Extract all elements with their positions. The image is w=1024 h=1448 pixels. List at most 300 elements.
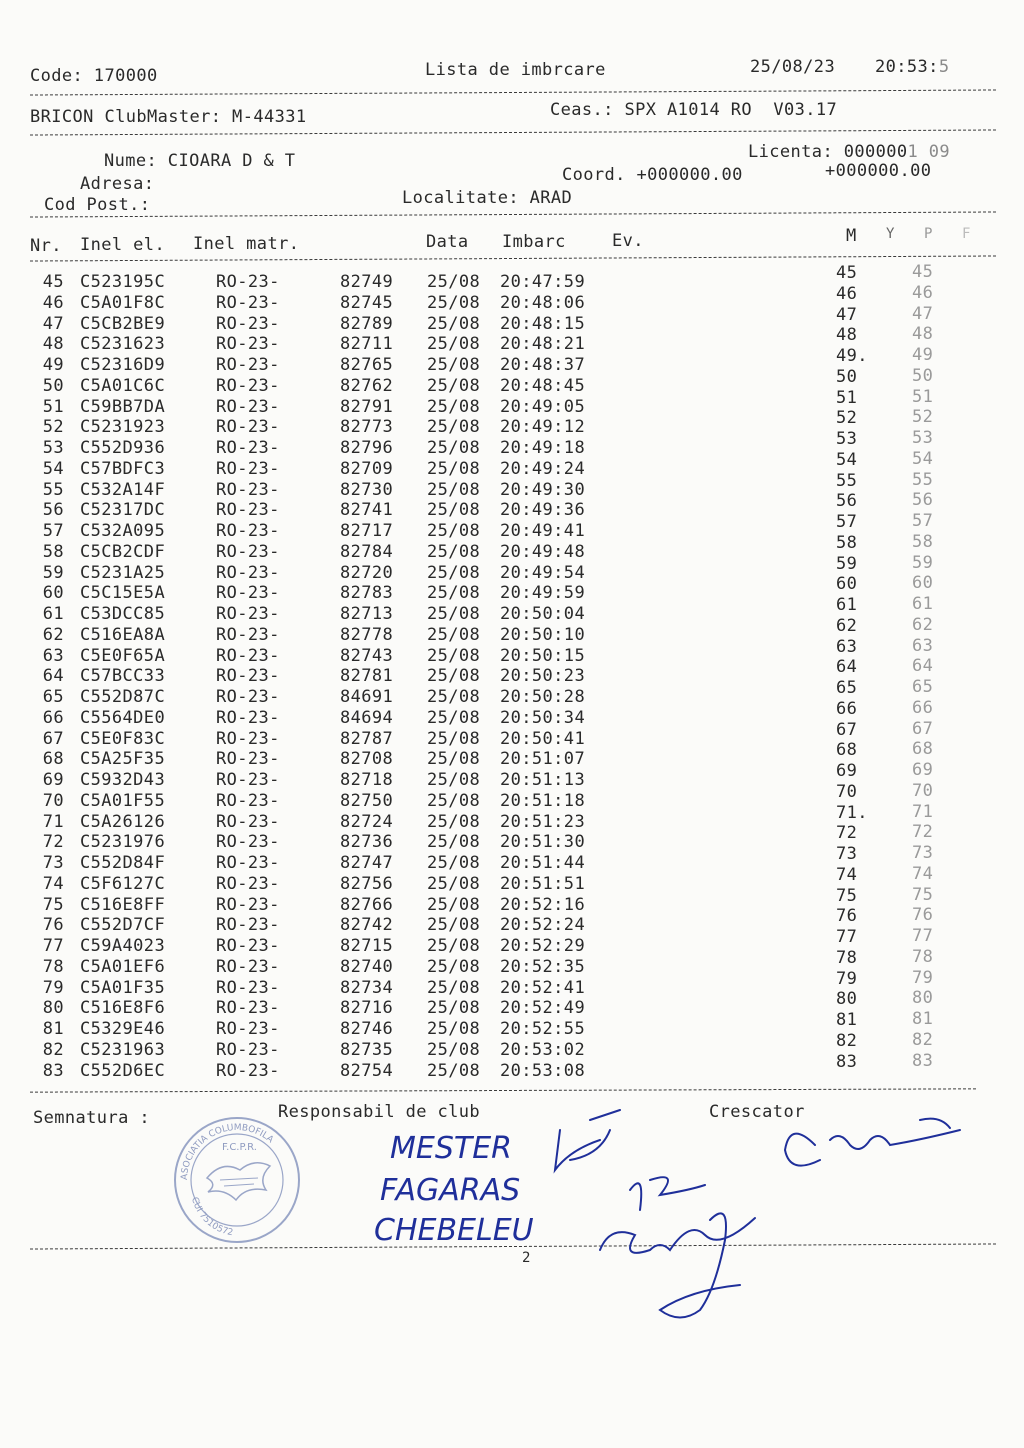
row-number: 62 <box>42 624 64 645</box>
row-number: 70 <box>42 790 64 811</box>
m-value: 72 <box>836 823 858 844</box>
stamp-text-top: ASOCIATIA COLUMBOFILA <box>179 1122 276 1181</box>
ring-prefix: RO-23- <box>216 915 280 936</box>
table-row <box>0 1050 1024 1082</box>
ring-prefix: RO-23- <box>216 624 280 645</box>
boarding-time: 20:53:02 <box>500 1039 586 1060</box>
breeder-label: Crescator <box>709 1102 805 1122</box>
coordinates: Coord. +000000.00 <box>562 165 743 185</box>
electronic-ring: C552D7CF <box>80 915 166 936</box>
p-value: 50 <box>912 365 934 386</box>
m-value: 65 <box>836 678 858 698</box>
electronic-ring: C53DCC85 <box>80 604 166 624</box>
p-value: 69 <box>912 760 934 780</box>
boarding-time: 20:52:24 <box>500 915 586 936</box>
club-responsible-label: Responsabil de club <box>278 1102 481 1122</box>
p-value: 65 <box>912 677 934 697</box>
page-number: 2 <box>522 1250 531 1266</box>
ring-number: 82783 <box>340 583 394 604</box>
boarding-time: 20:50:34 <box>500 707 586 728</box>
p-value: 83 <box>912 1050 934 1071</box>
boarding-date: 25/08 <box>427 541 481 562</box>
p-value: 66 <box>912 697 934 718</box>
ring-number: 82711 <box>340 334 394 355</box>
row-number: 68 <box>42 749 64 770</box>
m-value: 76 <box>836 906 858 927</box>
ring-prefix: RO-23- <box>216 521 280 541</box>
boarding-date: 25/08 <box>427 313 481 334</box>
row-number: 58 <box>42 541 64 562</box>
electronic-ring: C5A25F35 <box>80 749 166 770</box>
row-number: 54 <box>42 458 64 479</box>
ring-number: 82766 <box>340 894 394 915</box>
ring-number: 82773 <box>340 417 394 438</box>
m-value: 61 <box>836 595 858 615</box>
ring-number: 82778 <box>340 624 394 645</box>
ring-number: 82747 <box>340 853 394 873</box>
p-value: 62 <box>912 614 934 635</box>
m-value: 46 <box>836 283 858 304</box>
m-value: 83 <box>836 1051 858 1072</box>
m-value: 50 <box>836 366 858 387</box>
handwritten-signatures <box>360 1100 980 1340</box>
boarding-date: 25/08 <box>427 936 481 956</box>
m-value: 49. <box>836 346 868 366</box>
boarding-date: 25/08 <box>427 396 481 417</box>
col-inel-matr: Inel matr. <box>193 234 300 254</box>
boarding-date: 25/08 <box>427 334 481 355</box>
row-number: 79 <box>42 977 64 998</box>
row-number: 71 <box>42 811 64 832</box>
p-value: 48 <box>912 324 934 345</box>
ring-prefix: RO-23- <box>216 541 280 562</box>
electronic-ring: C5CB2BE9 <box>80 313 166 334</box>
m-value: 59 <box>836 553 858 574</box>
electronic-ring: C552D936 <box>80 438 166 458</box>
boarding-date: 25/08 <box>427 272 481 292</box>
boarding-date: 25/08 <box>427 292 481 313</box>
boarding-date: 25/08 <box>427 853 481 873</box>
row-number: 45 <box>42 272 64 292</box>
ring-prefix: RO-23- <box>216 998 280 1019</box>
boarding-time: 20:47:59 <box>500 272 586 292</box>
boarding-time: 20:49:36 <box>500 500 586 521</box>
m-value: 77 <box>836 927 858 947</box>
ring-prefix: RO-23- <box>216 479 280 500</box>
boarding-time: 20:53:08 <box>500 1060 586 1081</box>
col-f: F <box>962 226 971 242</box>
ring-prefix: RO-23- <box>216 707 280 728</box>
p-value: 49 <box>912 345 934 365</box>
ring-number: 82709 <box>340 458 394 479</box>
electronic-ring: C5231923 <box>80 417 166 438</box>
ring-number: 82791 <box>340 396 394 417</box>
m-value: 80 <box>836 989 858 1010</box>
p-value: 75 <box>912 884 934 905</box>
postal-code-label: Cod Post.: <box>44 195 151 215</box>
table-row <box>0 490 1024 521</box>
table-row <box>0 469 1024 501</box>
boarding-date: 25/08 <box>427 998 481 1019</box>
boarding-time: 20:49:59 <box>500 583 586 604</box>
ring-prefix: RO-23- <box>216 396 280 417</box>
boarding-time: 20:51:44 <box>500 853 586 873</box>
row-number: 83 <box>42 1060 64 1081</box>
ring-prefix: RO-23- <box>216 894 280 915</box>
row-number: 50 <box>42 375 64 396</box>
ring-prefix: RO-23- <box>216 500 280 521</box>
boarding-date: 25/08 <box>427 749 481 770</box>
ring-number: 82718 <box>340 770 394 790</box>
boarding-date: 25/08 <box>427 1019 481 1039</box>
row-number: 53 <box>42 438 64 458</box>
col-y: Y <box>886 226 895 242</box>
ring-number: 82796 <box>340 438 394 458</box>
boarding-date: 25/08 <box>427 977 481 998</box>
boarding-date: 25/08 <box>427 355 481 375</box>
ring-prefix: RO-23- <box>216 873 280 894</box>
electronic-ring: C5A01F55 <box>80 790 166 811</box>
ring-number: 82715 <box>340 936 394 956</box>
m-value: 58 <box>836 532 858 553</box>
ring-prefix: RO-23- <box>216 687 280 707</box>
table-row <box>0 511 1024 542</box>
table-row <box>0 324 1024 355</box>
row-number: 65 <box>42 687 64 707</box>
table-row <box>0 262 1024 293</box>
electronic-ring: C5E0F65A <box>80 645 166 666</box>
m-value: 45 <box>836 263 858 283</box>
ring-prefix: RO-23- <box>216 749 280 770</box>
boarding-time: 20:51:23 <box>500 811 586 832</box>
p-value: 56 <box>912 490 934 511</box>
electronic-ring: C5A26126 <box>80 811 166 832</box>
ring-prefix: RO-23- <box>216 645 280 666</box>
row-number: 51 <box>42 396 64 417</box>
ring-prefix: RO-23- <box>216 1019 280 1039</box>
row-number: 63 <box>42 645 64 666</box>
row-number: 76 <box>42 915 64 936</box>
row-number: 69 <box>42 770 64 790</box>
p-value: 78 <box>912 946 934 967</box>
owner-name: Nume: CIOARA D & T <box>104 151 296 171</box>
row-number: 80 <box>42 998 64 1019</box>
stamp-text-bottom: CUI 7510572 <box>189 1196 234 1239</box>
electronic-ring: C52317DC <box>80 500 166 521</box>
ring-number: 82746 <box>340 1019 394 1039</box>
boarding-time: 20:51:07 <box>500 749 586 770</box>
p-value: 47 <box>912 303 934 324</box>
p-value: 82 <box>912 1029 934 1050</box>
row-number: 56 <box>42 500 64 521</box>
ring-prefix: RO-23- <box>216 562 280 583</box>
stamp-text-mid: F.C.P.R. <box>222 1142 257 1153</box>
ring-prefix: RO-23- <box>216 770 280 790</box>
p-value: 77 <box>912 926 934 946</box>
m-value: 60 <box>836 574 858 595</box>
ring-number: 82708 <box>340 749 394 770</box>
m-value: 66 <box>836 698 858 719</box>
m-value: 70 <box>836 781 858 802</box>
ring-number: 82781 <box>340 666 394 687</box>
table-row <box>0 739 1024 770</box>
m-value: 73 <box>836 844 858 864</box>
p-value: 57 <box>912 511 934 531</box>
ring-number: 82762 <box>340 375 394 396</box>
boarding-date: 25/08 <box>427 687 481 707</box>
boarding-time: 20:50:23 <box>500 666 586 687</box>
p-value: 70 <box>912 780 934 801</box>
ring-prefix: RO-23- <box>216 853 280 873</box>
m-value: 79 <box>836 968 858 989</box>
row-number: 73 <box>42 853 64 873</box>
p-value: 64 <box>912 656 934 677</box>
p-value: 59 <box>912 552 934 573</box>
electronic-ring: C5A01F35 <box>80 977 166 998</box>
ring-prefix: RO-23- <box>216 977 280 998</box>
ring-number: 82756 <box>340 873 394 894</box>
row-number: 82 <box>42 1039 64 1060</box>
table-row <box>0 884 1024 916</box>
row-number: 67 <box>42 728 64 749</box>
col-nr: Nr. <box>30 236 62 256</box>
m-value: 48 <box>836 325 858 346</box>
electronic-ring: C552D87C <box>80 687 166 707</box>
m-value: 63 <box>836 636 858 657</box>
row-number: 64 <box>42 666 64 687</box>
table-row <box>0 407 1024 438</box>
header-separator-2 <box>30 129 996 135</box>
boarding-time: 20:52:16 <box>500 894 586 915</box>
electronic-ring: C523195C <box>80 272 166 292</box>
ring-prefix: RO-23- <box>216 604 280 624</box>
boarding-time: 20:49:48 <box>500 541 586 562</box>
ring-number: 82713 <box>340 604 394 624</box>
document-title: Lista de imbrcare <box>425 60 606 80</box>
col-imbarc: Imbarc <box>502 232 566 252</box>
m-value: 75 <box>836 885 858 906</box>
ring-number: 82789 <box>340 313 394 334</box>
row-number: 78 <box>42 956 64 977</box>
electronic-ring: C532A095 <box>80 521 166 541</box>
ring-prefix: RO-23- <box>216 1039 280 1060</box>
boarding-time: 20:52:35 <box>500 956 586 977</box>
table-row <box>0 988 1024 1019</box>
col-data: Data <box>426 232 469 252</box>
electronic-ring: C5CB2CDF <box>80 541 166 562</box>
p-value: 52 <box>912 407 934 428</box>
boarding-date: 25/08 <box>427 728 481 749</box>
boarding-date: 25/08 <box>427 915 481 936</box>
table-row <box>0 345 1024 376</box>
boarding-time: 20:50:10 <box>500 624 586 645</box>
p-value: 71 <box>912 801 934 822</box>
ring-number: 82724 <box>340 811 394 832</box>
electronic-ring: C59BB7DA <box>80 396 166 417</box>
boarding-time: 20:50:04 <box>500 604 586 624</box>
electronic-ring: C5A01C6C <box>80 375 166 396</box>
boarding-time: 20:52:41 <box>500 977 586 998</box>
ring-prefix: RO-23- <box>216 832 280 853</box>
ring-prefix: RO-23- <box>216 583 280 604</box>
electronic-ring: C5231963 <box>80 1039 166 1060</box>
p-value: 63 <box>912 635 934 656</box>
table-row <box>0 760 1024 791</box>
electronic-ring: C516E8F6 <box>80 998 166 1019</box>
m-value: 74 <box>836 864 858 885</box>
table-row <box>0 303 1024 335</box>
ring-number: 82740 <box>340 956 394 977</box>
ring-prefix: RO-23- <box>216 417 280 438</box>
electronic-ring: C5231A25 <box>80 562 166 583</box>
handwritten-chebeleu: CHEBELEU <box>374 1213 534 1248</box>
ring-number: 82720 <box>340 562 394 583</box>
ring-number: 82717 <box>340 521 394 541</box>
clock-info: Ceas.: SPX A1014 RO V03.17 <box>550 100 838 120</box>
ring-number: 82716 <box>340 998 394 1019</box>
table-row <box>0 552 1024 584</box>
club-master: BRICON ClubMaster: M-44331 <box>30 107 307 127</box>
boarding-time: 20:49:18 <box>500 438 586 458</box>
ring-prefix: RO-23- <box>216 666 280 687</box>
signature-label: Semnatura : <box>33 1108 150 1128</box>
boarding-date: 25/08 <box>427 956 481 977</box>
col-m: M <box>846 226 857 246</box>
table-row <box>0 843 1024 874</box>
ring-prefix: RO-23- <box>216 313 280 334</box>
row-number: 60 <box>42 583 64 604</box>
boarding-time: 20:49:12 <box>500 417 586 438</box>
table-row <box>0 905 1024 936</box>
boarding-time: 20:52:49 <box>500 998 586 1019</box>
club-stamp <box>162 1108 312 1248</box>
boarding-time: 20:50:28 <box>500 687 586 707</box>
row-number: 75 <box>42 894 64 915</box>
boarding-date: 25/08 <box>427 645 481 666</box>
boarding-time: 20:51:18 <box>500 790 586 811</box>
ring-number: 82784 <box>340 541 394 562</box>
row-number: 52 <box>42 417 64 438</box>
electronic-ring: C5231623 <box>80 334 166 355</box>
m-value: 67 <box>836 719 858 740</box>
p-value: 61 <box>912 594 934 614</box>
boarding-time: 20:49:05 <box>500 396 586 417</box>
boarding-time: 20:48:45 <box>500 375 586 396</box>
boarding-time: 20:51:51 <box>500 873 586 894</box>
boarding-date: 25/08 <box>427 832 481 853</box>
boarding-time: 20:52:29 <box>500 936 586 956</box>
row-number: 59 <box>42 562 64 583</box>
table-row <box>0 1009 1024 1040</box>
p-value: 45 <box>912 262 934 282</box>
table-row <box>0 718 1024 750</box>
electronic-ring: C5E0F83C <box>80 728 166 749</box>
m-value: 57 <box>836 512 858 532</box>
boarding-date: 25/08 <box>427 479 481 500</box>
p-value: 68 <box>912 739 934 760</box>
p-value: 51 <box>912 386 934 407</box>
address-label: Adresa: <box>80 174 155 194</box>
m-value: 55 <box>836 470 858 491</box>
m-value: 68 <box>836 740 858 761</box>
p-value: 53 <box>912 428 934 448</box>
row-number: 81 <box>42 1019 64 1039</box>
row-number: 47 <box>42 313 64 334</box>
boarding-date: 25/08 <box>427 521 481 541</box>
row-number: 61 <box>42 604 64 624</box>
m-value: 81 <box>836 1010 858 1030</box>
ring-prefix: RO-23- <box>216 811 280 832</box>
ring-number: 82754 <box>340 1060 394 1081</box>
ring-prefix: RO-23- <box>216 272 280 292</box>
p-value: 76 <box>912 905 934 926</box>
row-number: 77 <box>42 936 64 956</box>
ring-prefix: RO-23- <box>216 334 280 355</box>
boarding-time: 20:51:30 <box>500 832 586 853</box>
electronic-ring: C532A14F <box>80 479 166 500</box>
ring-prefix: RO-23- <box>216 790 280 811</box>
ring-prefix: RO-23- <box>216 728 280 749</box>
p-value: 67 <box>912 718 934 739</box>
ring-number: 82736 <box>340 832 394 853</box>
m-value: 71. <box>836 802 868 823</box>
electronic-ring: C5C15E5A <box>80 583 166 604</box>
electronic-ring: C59A4023 <box>80 936 166 956</box>
boarding-time: 20:52:55 <box>500 1019 586 1039</box>
boarding-time: 20:50:41 <box>500 728 586 749</box>
electronic-ring: C5A01F8C <box>80 292 166 313</box>
boarding-time: 20:48:15 <box>500 313 586 334</box>
boarding-date: 25/08 <box>427 417 481 438</box>
table-row <box>0 677 1024 708</box>
handwritten-fagaras: FAGARAS <box>380 1173 521 1208</box>
boarding-date: 25/08 <box>427 811 481 832</box>
m-value: 69 <box>836 761 858 781</box>
boarding-time: 20:49:24 <box>500 458 586 479</box>
p-value: 81 <box>912 1009 934 1029</box>
boarding-time: 20:49:54 <box>500 562 586 583</box>
electronic-ring: C52316D9 <box>80 355 166 375</box>
ring-prefix: RO-23- <box>216 438 280 458</box>
p-value: 46 <box>912 282 934 303</box>
license: Licenta: 0000001 09 <box>748 142 951 162</box>
electronic-ring: C5932D43 <box>80 770 166 790</box>
header-separator-1 <box>30 89 996 95</box>
boarding-date: 25/08 <box>427 1060 481 1081</box>
m-value: 47 <box>836 304 858 325</box>
boarding-time: 20:51:13 <box>500 770 586 790</box>
p-value: 73 <box>912 843 934 863</box>
header-separator-4 <box>30 255 996 261</box>
ring-number: 82745 <box>340 292 394 313</box>
boarding-date: 25/08 <box>427 770 481 790</box>
ring-prefix: RO-23- <box>216 375 280 396</box>
handwritten-mester: MESTER <box>390 1131 513 1166</box>
ring-prefix: RO-23- <box>216 956 280 977</box>
boarding-time: 20:49:41 <box>500 521 586 541</box>
boarding-date: 25/08 <box>427 790 481 811</box>
electronic-ring: C516E8FF <box>80 894 166 915</box>
m-value: 82 <box>836 1030 858 1051</box>
m-value: 54 <box>836 449 858 470</box>
col-p: P <box>924 226 933 242</box>
p-value: 58 <box>912 531 934 552</box>
boarding-date: 25/08 <box>427 458 481 479</box>
m-value: 52 <box>836 408 858 429</box>
boarding-date: 25/08 <box>427 562 481 583</box>
ring-number: 84694 <box>340 707 394 728</box>
table-row <box>0 967 1024 999</box>
